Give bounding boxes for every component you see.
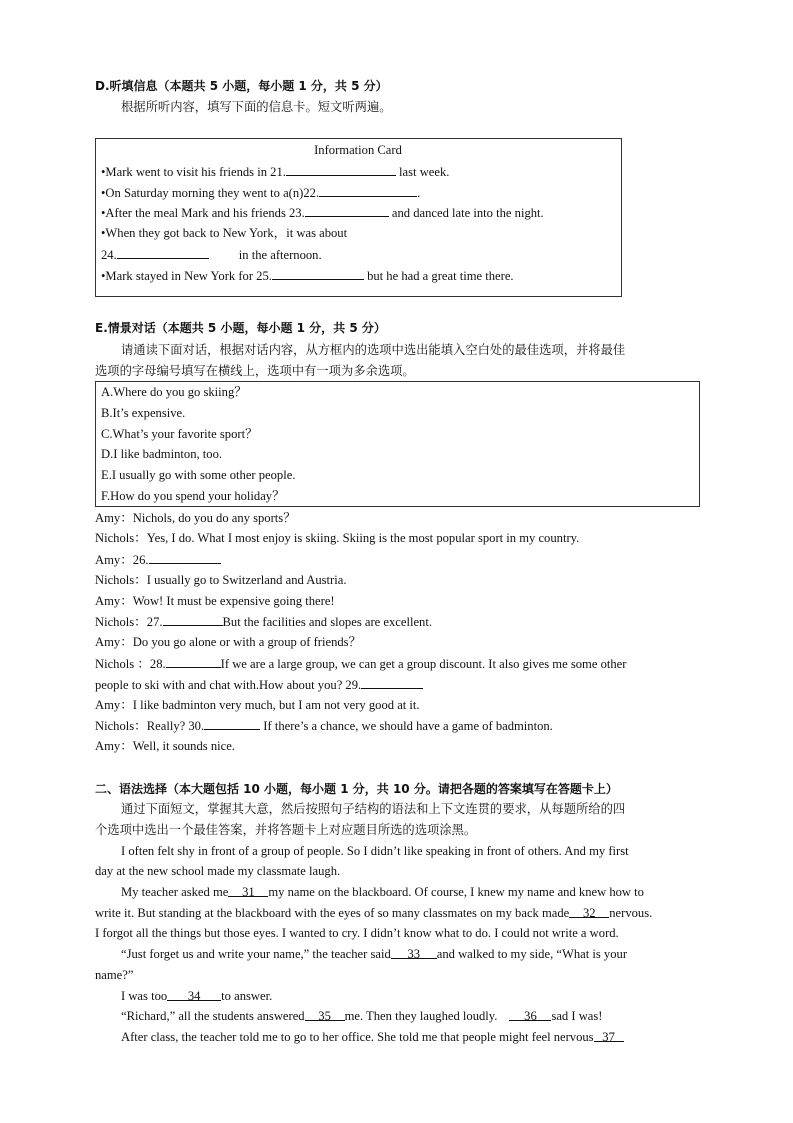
card-line-22: •On Saturday morning they went to a(n)22. . <box>101 186 421 200</box>
section-e-instruction-1: 请通读下面对话，根据对话内容，从方框内的选项中选出能填入空白处的最佳选项，并将最佳 <box>121 343 626 357</box>
passage-line-10: After class, the teacher told me to go to her office. She told me that people might feel nervous 37 <box>121 1029 624 1045</box>
dialog-line-12: Amy：Well, it sounds nice. <box>95 739 235 753</box>
section-e-instruction-2: 选项的字母编号填写在横线上，选项中有一项为多余选项。 <box>95 364 415 378</box>
blank-21[interactable] <box>286 163 396 176</box>
card-line-23: •After the meal Mark and his friends 23. and danced late into the night. <box>101 206 544 220</box>
blank-26[interactable] <box>149 551 221 564</box>
dialog-line-9: people to ski with and chat with.How about you? 29. <box>95 676 423 693</box>
dialog-line-3: Amy：26. <box>95 551 221 568</box>
dialog-line-10: Amy：I like badminton very much, but I am not very good at it. <box>95 698 420 712</box>
blank-29[interactable] <box>361 676 423 689</box>
section-two-instruction-2: 个选项中选出一个最佳答案，并将答题卡上对应题目所选的选项涂黑。 <box>95 823 477 837</box>
option-d: D.I like badminton, too. <box>101 447 223 461</box>
blank-33[interactable]: 33 <box>391 946 437 959</box>
passage-line-8: I was too 34 to answer. <box>121 989 273 1003</box>
dialog-line-1: Amy：Nichols, do you do any sports？ <box>95 511 296 525</box>
passage-line-1: I often felt shy in front of a group of people. So I didn’t like speaking in front of others. And my first <box>121 844 629 858</box>
blank-34[interactable]: 34 <box>167 988 221 1001</box>
card-line-24b: 24. in the afternoon. <box>101 248 322 262</box>
option-e: E.I usually go with some other people. <box>101 468 296 482</box>
dialog-line-4: Nichols：I usually go to Switzerland and Austria. <box>95 573 347 587</box>
passage-line-7: name?” <box>95 968 134 982</box>
blank-23[interactable] <box>305 204 389 217</box>
card-line-24a: •When they got back to New York，it was about <box>101 226 348 240</box>
passage-line-2: day at the new school made my classmate laugh. <box>95 864 341 878</box>
option-b: B.It’s expensive. <box>101 406 186 420</box>
blank-22[interactable] <box>319 184 417 197</box>
blank-27[interactable] <box>163 613 223 626</box>
blank-28[interactable] <box>166 655 221 668</box>
blank-32[interactable]: 32 <box>569 905 609 918</box>
card-line-21: •Mark went to visit his friends in 21. last week. <box>101 165 450 179</box>
option-f: F.How do you spend your holiday？ <box>101 489 285 503</box>
section-d-title: D.听填信息（本题共 5 小题，每小题 1 分，共 5 分） <box>95 79 388 93</box>
dialog-line-7: Amy：Do you go alone or with a group of friends？ <box>95 635 362 649</box>
passage-line-5: I forgot all the things but those eyes. I wanted to cry. I didn’t know what to do. I could not write a word. <box>95 926 619 940</box>
blank-24[interactable] <box>117 246 209 259</box>
option-a: A.Where do you go skiing？ <box>101 385 247 399</box>
blank-31[interactable]: 31 <box>228 884 268 897</box>
blank-35[interactable]: 35 <box>305 1008 345 1021</box>
dialog-line-11: Nichols：Really? 30. If there’s a chance, we should have a game of badminton. <box>95 719 553 733</box>
passage-line-4: write it. But standing at the blackboard with the eyes of so many classmates on my back made 32 nervous. <box>95 906 653 920</box>
section-e-title: E.情景对话（本题共 5 小题，每小题 1 分，共 5 分） <box>95 321 386 335</box>
passage-line-9: “Richard,” all the students answered 35 me. Then they laughed loudly. 36 sad I was! <box>121 1009 603 1023</box>
blank-37[interactable]: 37 <box>594 1029 624 1042</box>
dialog-line-8: Nichols ：28. If we are a large group, we can get a group discount. It also gives me some other <box>95 657 627 671</box>
card-line-25: •Mark stayed in New York for 25. but he had a great time there. <box>101 269 514 283</box>
blank-30[interactable] <box>204 717 260 730</box>
section-d-instruction: 根据所听内容，填写下面的信息卡。短文听两遍。 <box>121 100 392 114</box>
blank-25[interactable] <box>272 267 364 280</box>
dialog-line-6: Nichols：27. But the facilities and slopes are excellent. <box>95 615 432 629</box>
blank-36[interactable]: 36 <box>509 1008 551 1021</box>
card-title: Information Card <box>314 143 402 157</box>
section-two-title: 二、语法选择（本大题包括 10 小题，每小题 1 分，共 10 分。请把各题的答案填写在答题卡上） <box>95 782 618 796</box>
option-c: C.What’s your favorite sport？ <box>101 427 258 441</box>
dialog-line-5: Amy：Wow! It must be expensive going there! <box>95 594 335 608</box>
dialog-line-2: Nichols：Yes, I do. What I most enjoy is skiing. Skiing is the most popular sport in my country. <box>95 531 580 545</box>
section-two-instruction-1: 通过下面短文，掌握其大意，然后按照句子结构的语法和上下文连贯的要求，从每题所给的四 <box>121 802 626 816</box>
passage-line-6: “Just forget us and write your name,” the teacher said 33 and walked to my side, “What is your <box>121 947 628 961</box>
passage-line-3: My teacher asked me 31 my name on the blackboard. Of course, I knew my name and knew how to <box>121 885 644 899</box>
